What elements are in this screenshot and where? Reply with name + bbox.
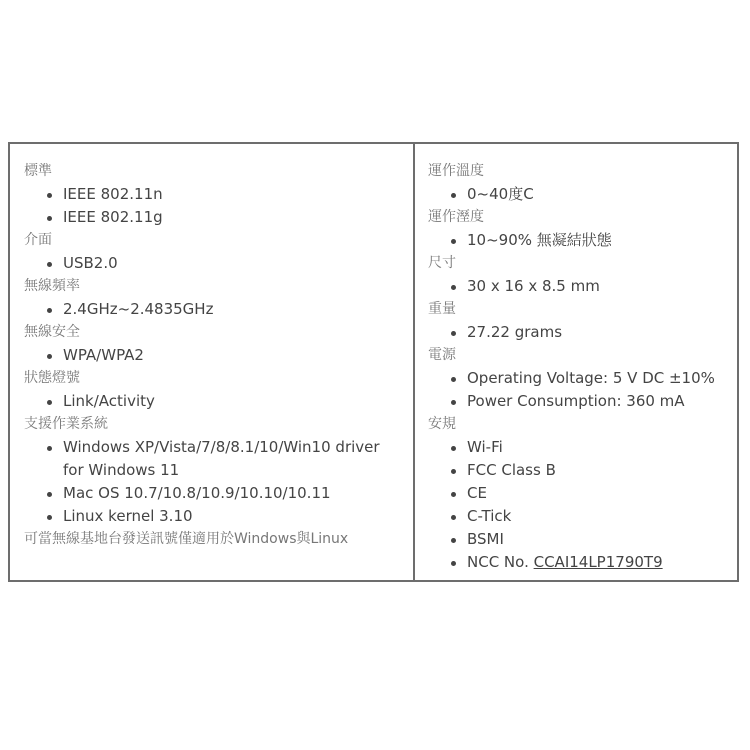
bullet-icon [451, 193, 456, 198]
list-item-text: Mac OS 10.7/10.8/10.9/10.10/10.11 [63, 484, 331, 502]
bullet-icon [451, 469, 456, 474]
bullet-icon [47, 446, 52, 451]
list-item [428, 321, 737, 344]
heading-interface: 介面 [24, 232, 52, 248]
standard-list [24, 183, 413, 229]
bullet-icon [47, 216, 52, 221]
heading-certifications: 安規 [428, 416, 456, 432]
heading-operating-humidity: 運作溼度 [428, 209, 484, 225]
list-item-text-continued: for Windows 11 [63, 461, 180, 479]
bullet-icon [451, 515, 456, 520]
list-item [428, 275, 737, 298]
bullet-icon [451, 446, 456, 451]
list-item [24, 344, 413, 367]
bullet-icon [451, 377, 456, 382]
bullet-icon [451, 285, 456, 290]
certifications-list [428, 436, 737, 574]
heading-security: 無線安全 [24, 324, 80, 340]
list-item-text: WPA/WPA2 [63, 346, 144, 364]
list-item-text: Windows XP/Vista/7/8/8.1/10/Win10 driver [63, 438, 380, 456]
heading-weight: 重量 [428, 301, 456, 317]
humidity-list [428, 229, 737, 252]
list-item-text: BSMI [467, 530, 504, 548]
list-item-text: 0~40度C [467, 185, 534, 203]
list-item [428, 551, 737, 574]
heading-power: 電源 [428, 347, 456, 363]
list-item-text: Link/Activity [63, 392, 155, 410]
spec-table [8, 142, 739, 582]
heading-standard: 標準 [24, 163, 52, 179]
bullet-icon [47, 400, 52, 405]
ncc-prefix: NCC No. [467, 553, 534, 571]
list-item-text: Wi-Fi [467, 438, 503, 456]
led-list [24, 390, 413, 413]
list-item-text: C-Tick [467, 507, 512, 525]
list-item-text: 10~90% 無凝結狀態 [467, 231, 612, 249]
frequency-list [24, 298, 413, 321]
list-item [428, 390, 737, 413]
list-item-text: Operating Voltage: 5 V DC ±10% [467, 369, 715, 387]
bullet-icon [451, 561, 456, 566]
list-item [24, 298, 413, 321]
heading-frequency: 無線頻率 [24, 278, 80, 294]
list-item [428, 482, 737, 505]
power-list [428, 367, 737, 413]
list-item [24, 482, 413, 505]
bullet-icon [47, 193, 52, 198]
list-item [24, 252, 413, 275]
bullet-icon [47, 354, 52, 359]
spec-column-right [415, 144, 737, 580]
list-item [428, 367, 737, 390]
interface-list [24, 252, 413, 275]
bullet-icon [47, 262, 52, 267]
heading-dimensions: 尺寸 [428, 255, 456, 271]
bullet-icon [451, 492, 456, 497]
list-item [428, 229, 737, 252]
dimensions-list [428, 275, 737, 298]
heading-led: 狀態燈號 [24, 370, 80, 386]
heading-os: 支援作業系統 [24, 416, 108, 432]
bullet-icon [451, 239, 456, 244]
os-list [24, 436, 413, 528]
security-list [24, 344, 413, 367]
list-item-text: Power Consumption: 360 mA [467, 392, 685, 410]
list-item-text: FCC Class B [467, 461, 556, 479]
list-item [428, 183, 737, 206]
ncc-number-link[interactable]: CCAI14LP1790T9 [533, 553, 663, 571]
bullet-icon [451, 400, 456, 405]
list-item-text: 30 x 16 x 8.5 mm [467, 277, 600, 295]
list-item-text: USB2.0 [63, 254, 118, 272]
list-item [24, 436, 413, 482]
list-item-text: Linux kernel 3.10 [63, 507, 193, 525]
ap-mode-note: 可當無線基地台發送訊號僅適用於Windows與Linux [24, 531, 349, 547]
temperature-list [428, 183, 737, 206]
list-item-text: 2.4GHz~2.4835GHz [63, 300, 214, 318]
list-item [24, 183, 413, 206]
list-item-text: IEEE 802.11n [63, 185, 163, 203]
list-item-text: 27.22 grams [467, 323, 563, 341]
bullet-icon [47, 308, 52, 313]
weight-list [428, 321, 737, 344]
list-item [428, 436, 737, 459]
bullet-icon [451, 331, 456, 336]
bullet-icon [47, 492, 52, 497]
list-item [428, 459, 737, 482]
bullet-icon [47, 515, 52, 520]
heading-operating-temperature: 運作溫度 [428, 163, 484, 179]
list-item [428, 505, 737, 528]
list-item-text: CE [467, 484, 487, 502]
list-item [24, 505, 413, 528]
list-item [428, 528, 737, 551]
spec-column-left [10, 144, 415, 580]
list-item [24, 206, 413, 229]
list-item [24, 390, 413, 413]
list-item-text: IEEE 802.11g [63, 208, 163, 226]
bullet-icon [451, 538, 456, 543]
